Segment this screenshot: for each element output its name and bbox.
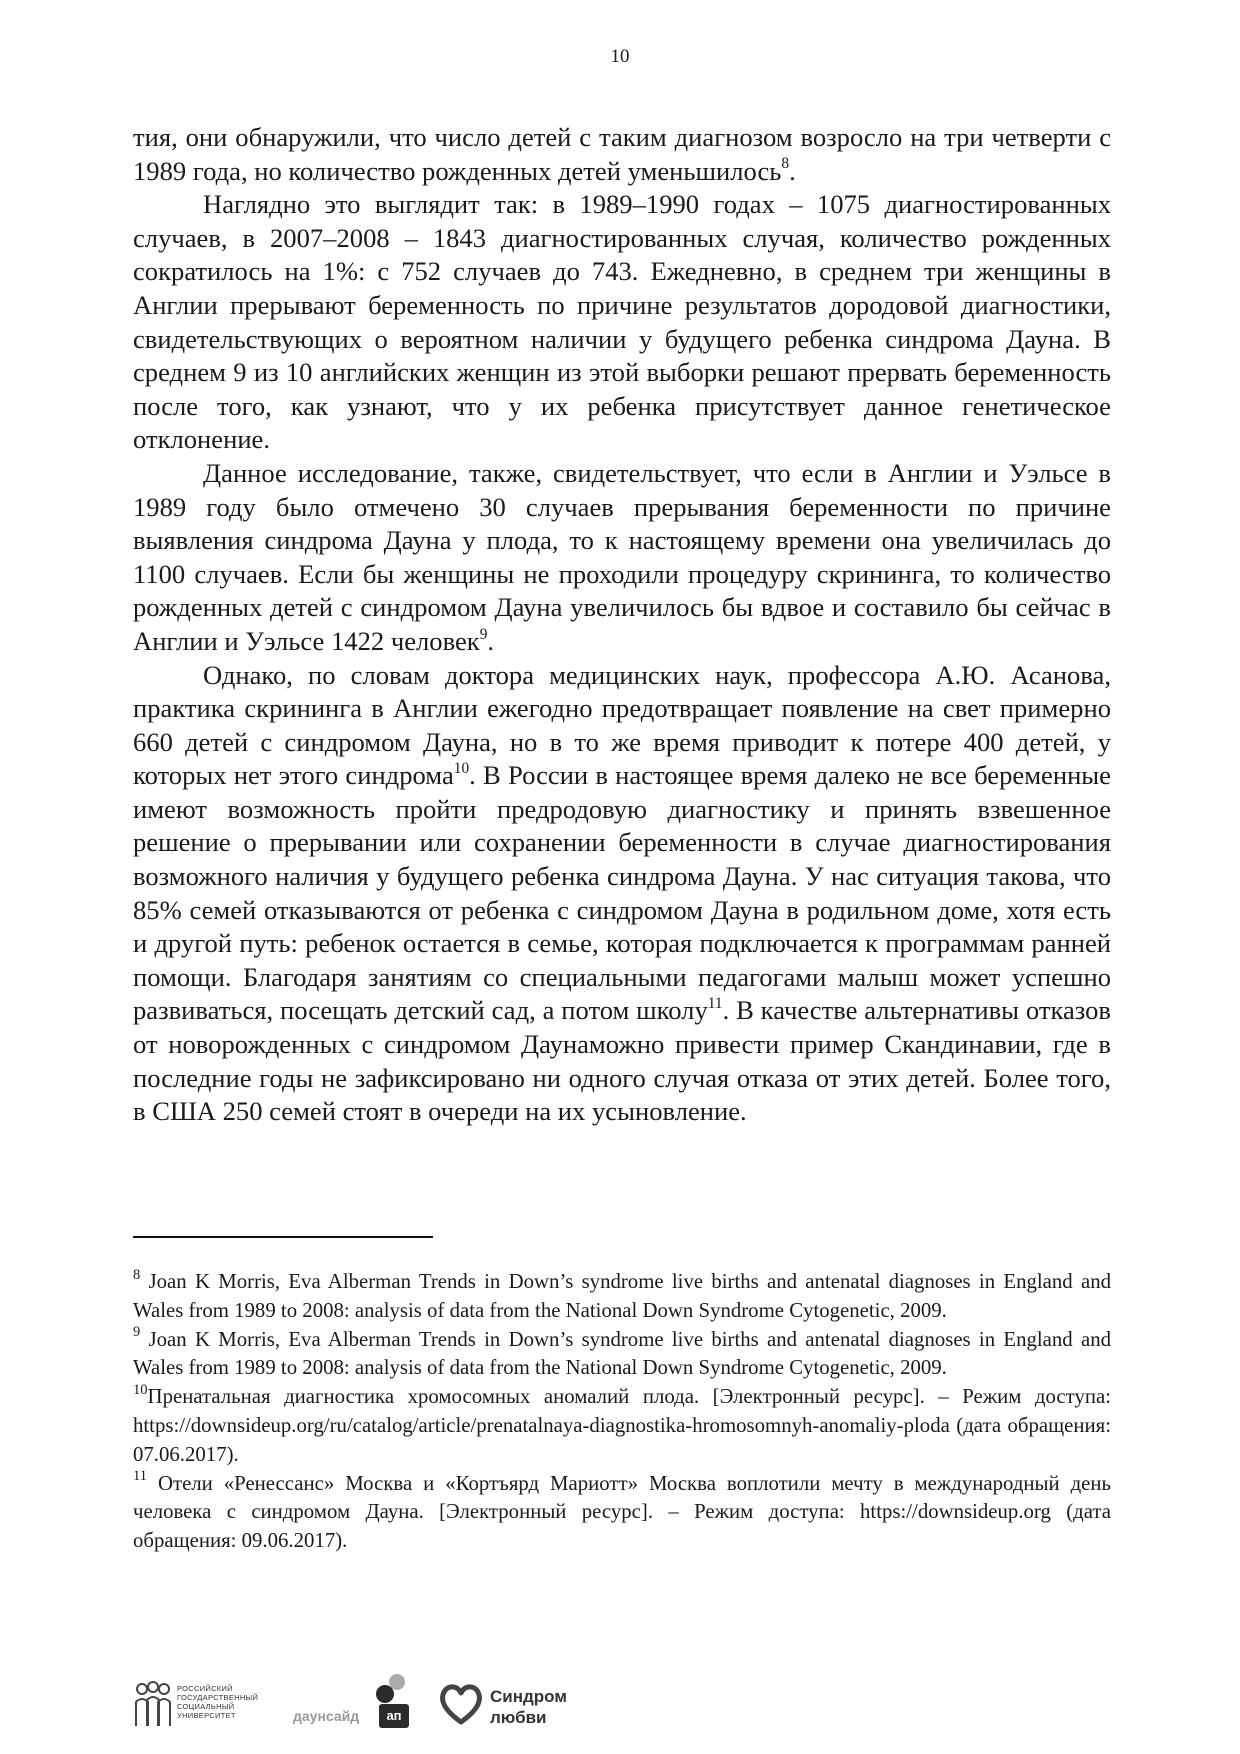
footnote-text: Отели «Ренессанс» Москва и «Кортъярд Мариотт» Москва воплотили мечту в международный день человека с синдромом Дауна. [Электронный ресурс]. – Режим доступа: https://downsideup.org (дата обращения: 09.06.2017). (133, 1471, 1112, 1553)
footnote-ref[interactable]: 11 (707, 995, 723, 1013)
footnote (133, 1383, 1111, 1469)
rgsu-logo-text: РОССИЙСКИЙ ГОСУДАРСТВЕННЫЙ СОЦИАЛЬНЫЙ УНИВЕРСИТЕТ (177, 1684, 259, 1720)
rgsu-logo (133, 1680, 263, 1736)
footnote-ref[interactable]: 8 (781, 155, 790, 173)
footnote (133, 1470, 1111, 1556)
body-text (133, 121, 1111, 1129)
people-group-icon (133, 1680, 173, 1728)
downsideup-word: даунсайд (293, 1708, 360, 1724)
footnote-divider (133, 1236, 433, 1238)
syndrome-love-line2: любви (490, 1708, 547, 1727)
paragraph-text: . В России в настоящее время далеко не все беременные имеют возможность пройти предродовую диагностику и принять взвешенное решение о прерывании или сохранении беременности в случае диагностирования возможного наличия у будущего ребенка синдрома Дауна. У нас ситуация такова, что 85% семей отказываются от ребенка с синдромом Дауна в родильном доме, хотя есть и другой путь: ребенок остается в семье, которая подключается к программам ранней помощи. Благодаря занятиям со специальными педагогами малыш может успешно развиваться, посещать детский сад, а потом школу (133, 760, 1111, 1026)
paragraph-text: Наглядно это выглядит так: в 1989–1990 годах – 1075 диагностированных случаев, в 2007–2008 – 1843 диагностированных случая, количество рожденных сократилось на 1%: с 752 случаев до 743. Ежедневно, в среднем три женщины в Англии прерывают беременность по причине результатов дородовой диагностики, свидетельствующих о вероятном наличии у будущего ребенка синдрома Дауна. В среднем 9 из 10 английских женщин из этой выборки решают прервать беременность после того, как узнают, что у их ребенка присутствует данное генетическое отклонение. (133, 189, 1111, 455)
partner-logos (133, 1672, 693, 1742)
dots-icon (371, 1672, 411, 1708)
footnote-number: 8 (133, 1266, 141, 1283)
footnote-number: 11 (133, 1468, 148, 1485)
footnote-ref[interactable]: 10 (453, 759, 470, 777)
paragraph-text: Данное исследование, также, свидетельствует, что если в Англии и Уэльсе в 1989 году было отмечено 30 случаев прерывания беременности по причине выявления синдрома Дауна у плода, то к настоящему времени она увеличилась до 1100 случаев. Если бы женщины не проходили процедуру скрининга, то количество рожденных детей с синдромом Дауна увеличилось бы вдвое и составило бы сейчас в Англии и Уэльсе 1422 человек (133, 457, 1111, 656)
paragraph: тия, они обнаружили, что число детей с таким диагнозом возросло на три четверти с 1989 года, но количество рожденных детей уменьшилось$^8$. (133, 122, 1111, 186)
syndrome-love-logo (438, 1682, 598, 1742)
footnote-text: Joan K Morris, Eva Alberman Trends in Down’s syndrome live births and antenatal diagnoses in England and Wales from 1989 to 2008: analysis of data from the National Down Syndrome Cytogenetic, 2009. (133, 1270, 1111, 1322)
paragraph (133, 659, 1111, 1129)
downsideup-box: ап (379, 1704, 409, 1728)
footnote-number: 10 (133, 1381, 148, 1398)
syndrome-love-line1: Синдром (490, 1687, 567, 1706)
footnote-text: Пренатальная диагностика хромосомных аномалий плода. [Электронный ресурс]. – Режим доступа: https://downsideup.org/ru/catalog/article/prenatalnaya-diagnostika-hromosomnyh-anomaliy-ploda (дата обращения: 07.06.2017). (133, 1385, 1111, 1466)
paragraph: Данное исследование, также, свидетельствует, что если в Англии и Уэльсе в 1989 году было отмечено 30 случаев прерывания беременности по причине выявления синдрома Дауна у плода, то к настоящему времени она увеличилась до 1100 случаев. Если бы женщины не проходили процедуру скрининга, то количество рожденных детей с синдромом Дауна увеличилось бы вдвое и составило бы сейчас в Англии и Уэльсе 1422 человек$^9$. (133, 457, 1111, 656)
footnotes (133, 1268, 1111, 1556)
footnote (133, 1326, 1111, 1384)
downsideup-logo (293, 1672, 413, 1742)
paragraph-text: Однако, по словам доктора медицинских наук, профессора А.Ю. Асанова, практика скрининга в Англии ежегодно предотвращает появление на свет примерно 660 детей с синдромом Дауна, но в то же время приводит к потере 400 детей, у которых нет этого синдрома (133, 659, 1111, 791)
footnote-number: 9 (133, 1324, 141, 1341)
paragraph (133, 188, 1111, 457)
footnote-text: Joan K Morris, Eva Alberman Trends in Down’s syndrome live births and antenatal diagnoses in England and Wales from 1989 to 2008: analysis of data from the National Down Syndrome Cytogenetic, 2009. (133, 1327, 1111, 1380)
footnote-ref[interactable]: 9 (479, 625, 488, 643)
footnote (133, 1268, 1111, 1326)
paragraph-text: тия, они обнаружили, что число детей с таким диагнозом возросло на три четверти с 1989 года, но количество рожденных детей уменьшилось (133, 122, 1111, 186)
heart-icon (438, 1682, 484, 1726)
paragraph-text: . В качестве альтернативы отказов от новорожденных с синдромом Даунаможно привести пример Скандинавии, где в последние годы не зафиксировано ни одного случая отказа от этих детей. Более того, в США 250 семей стоят в очереди на их усыновление. (133, 995, 1111, 1127)
syndrome-love-text (490, 1686, 567, 1728)
page-number: 10 (610, 46, 630, 67)
